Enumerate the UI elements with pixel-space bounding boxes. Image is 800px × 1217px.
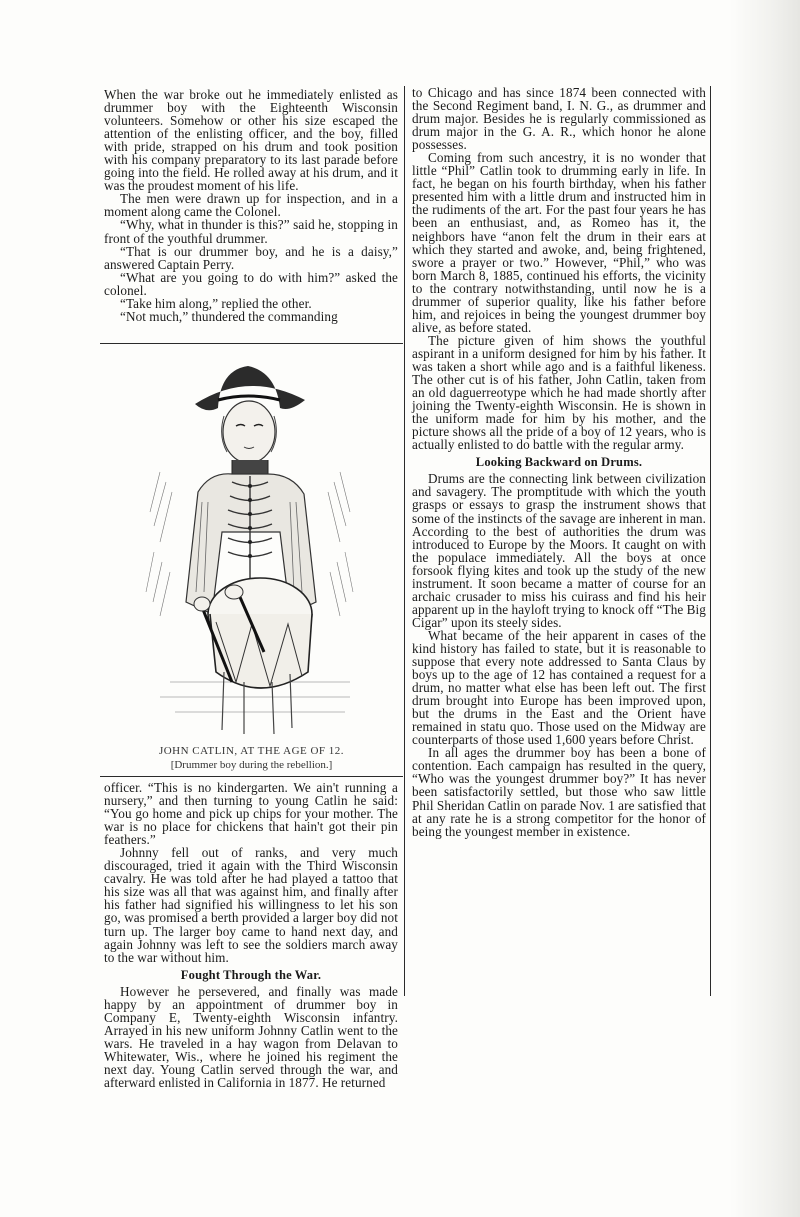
- paragraph: to Chicago and has since 1874 been connected with the Second Regiment band, I. N. G., as drummer and drum major. Besides he is regularly commissioned as drum major in the G. A. R., which honor he alone possesses.: [412, 85, 706, 153]
- paragraph: “Not much,” thundered the commanding: [120, 308, 338, 324]
- paragraph: Johnny fell out of ranks, and very much discouraged, tried it again with the Third Wisconsin cavalry. He was told after he had played a tattoo that his size was all that was against him, and finally after his father had signified his willingness to let his son go, was promised a berth provided a larger boy did not turn up. The larger boy came to hand next day, and again Johnny was left to see the soldiers march away to the war without him.: [104, 845, 398, 965]
- paragraph: In all ages the drummer boy has been a bone of contention. Each campaign has resulted in the query, “Who was the youngest drummer boy?” It has never been satisfactorily settled, but those who saw little Phil Sheridan Catlin on parade Nov. 1 are satisfied that at any rate he is a strong competitor for the honor of being the youngest member in existence.: [412, 745, 706, 839]
- paragraph: “That is our drummer boy, and he is a daisy,” answered Captain Perry.: [104, 243, 398, 272]
- figure-caption-note: [Drummer boy during the rebellion.]: [170, 759, 333, 771]
- right-column: [412, 86, 706, 838]
- paragraph: Drums are the connecting link between civilization and savagery. The promptitude with which the youth grasps or essays to grasp the instrument shows that some of the instincts of the savage are inherent in man. According to the best of authorities the drum was introduced to Europe by the Moors. It caught on with the populace immediately. All the boys at once forsook flying kites and took up the study of the new instrument. It soon became a matter of course for an archaic crusader to miss his cuirass and find his heir apparent up in the hayloft trying to knock off “The Big Cigar” upon its steely sides.: [412, 471, 707, 630]
- paragraph: When the war broke out he immediately enlisted as drummer boy with the Eighteenth Wisconsin volunteers. Somehow or other his size escaped the attention of the enlisting officer, and the boy, filled with pride, strapped on his drum and took position with his company preparatory to its last parade before going into the field. He rolled away at his drum, and it was the proudest moment of his life.: [104, 87, 398, 194]
- paragraph: Coming from such ancestry, it is no wonder that little “Phil” Catlin took to drumming early in life. In fact, he began on his fourth birthday, when his father presented him with a little drum and instructed him in the rudiments of the art. For the past four years he has been an enthusiast, and, as Romeo has it, the neighbors have “anon felt the drum in their ears at which they started and awoke, and, being frightened, swore a prayer or two.” However, “Phil,” who was born March 8, 1885, continued his efforts, the vicinity to the contrary notwithstanding, until now he is a drummer of superior quality, like his father before him, and rejoices in being the youngest drummer boy alive, as before stated.: [412, 150, 706, 335]
- figure-john-catlin: [100, 343, 403, 774]
- right-edge-rule: [710, 86, 711, 996]
- paragraph: However he persevered, and finally was made happy by an appointment of drummer boy in Company E, Twenty-eighth Wisconsin infantry. Arrayed in his new uniform Johnny Catlin went to the wars. He traveled in a hay wagon from Delavan to Whitewater, Wis., where he joined his regiment the next day. Young Catlin served through the war, and afterward enlisted in California in 1877. He returned: [104, 983, 398, 1091]
- column-rule: [404, 86, 405, 996]
- paragraph: “Why, what in thunder is this?” said he, stopping in front of the youthful drummer.: [104, 217, 398, 246]
- figure-caption-name: JOHN CATLIN, AT THE AGE OF 12.: [158, 745, 345, 757]
- paragraph: What became of the heir apparent in cases of the kind history has failed to state, but it is reasonable to suppose that every note addressed to Santa Claus by boys up to the age of 12 has contained a request for a drum, no matter what else has been left out. The first drum brought into Europe has been improved upon, but the drums in the East and the Orient have remained in statu quo. Those used on the Midway are counterparts of those used 1,600 years before Christ.: [412, 627, 706, 748]
- section-heading-looking: Looking Backward on Drums.: [475, 455, 643, 470]
- section-heading-fought: Fought Through the War.: [180, 967, 322, 982]
- page-margin-shadow: [730, 0, 800, 1217]
- paragraph: “What are you going to do with him?” asked the colonel.: [104, 269, 398, 298]
- left-column-top: [104, 88, 398, 323]
- figure-bottom-rule: [100, 776, 403, 777]
- paragraph: The men were drawn up for inspection, and in a moment along came the Colonel.: [104, 191, 398, 220]
- paragraph: “Take him along,” replied the other.: [120, 295, 312, 311]
- left-column-bottom: [104, 781, 398, 1089]
- paragraph: officer. “This is no kindergarten. We ain't running a nursery,” and then turning to young Catlin he said: “You go home and pick up chips for your mother. The war is no place for chickens that hain't got their pin feathers.”: [104, 780, 398, 848]
- drummer-boy-illustration: [140, 352, 360, 742]
- paragraph: The picture given of him shows the youthful aspirant in a uniform designed for him by his father. It was taken a short while ago and is a faithful likeness. The other cut is of his father, John Catlin, taken from an old daguerreotype which he had made shortly after joining the Twenty-eighth Wisconsin. He is shown in the uniform made for him by his mother, and the picture shows all the pride of a boy of 12 years, who is actually enlisted to do battle with the regular army.: [412, 332, 706, 453]
